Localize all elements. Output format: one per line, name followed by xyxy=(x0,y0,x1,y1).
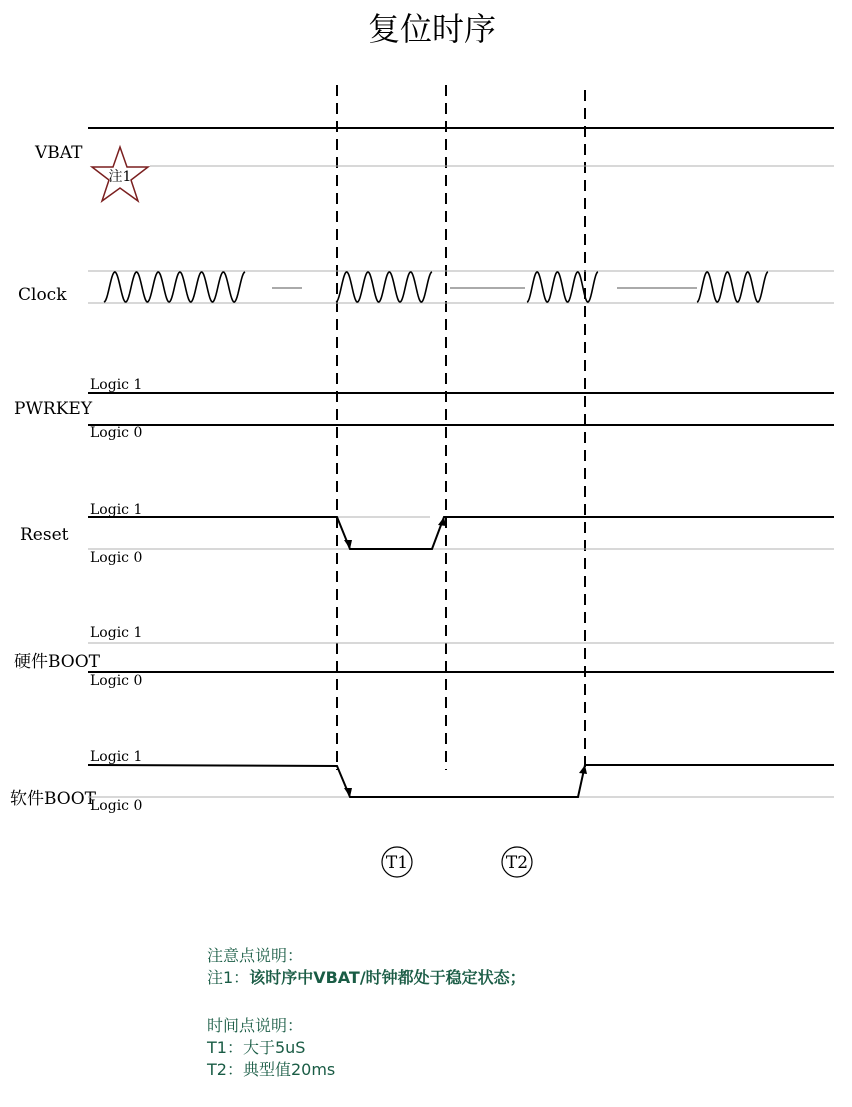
notes-section xyxy=(207,945,526,1081)
star-label: 注1 xyxy=(108,169,132,185)
interval-t1 xyxy=(382,847,412,877)
signal-vbat xyxy=(34,128,834,201)
time-markers xyxy=(337,85,585,770)
signal-sw-boot xyxy=(10,749,834,814)
signal-pwrkey xyxy=(14,377,834,441)
signal-label-clock: Clock xyxy=(18,285,67,305)
interval-t1-label: T1 xyxy=(385,853,409,873)
signal-hw-boot xyxy=(14,625,834,689)
signal-reset xyxy=(20,502,834,566)
swboot-waveform xyxy=(88,765,834,797)
hwboot-logic0-label: Logic 0 xyxy=(90,673,143,689)
diagram-title: 复位时序 xyxy=(367,10,497,48)
pwrkey-logic0-label: Logic 0 xyxy=(90,425,143,441)
note-1-text: 该时序中VBAT/时钟都处于稳定状态； xyxy=(249,968,526,987)
signal-label-pwrkey: PWRKEY xyxy=(14,399,93,419)
clock-wave-2 xyxy=(336,272,432,302)
clock-wave-1 xyxy=(104,272,245,302)
note-1-prefix: 注1： xyxy=(207,968,250,987)
clock-wave-4 xyxy=(697,272,768,302)
note-star-icon xyxy=(92,147,148,201)
timing-t1: T1：大于5uS xyxy=(207,1038,306,1057)
reset-rise-arrow xyxy=(438,517,446,526)
timing-t2: T2：典型值20ms xyxy=(207,1060,336,1079)
clock-wave-3 xyxy=(527,272,598,302)
signal-label-sw-boot: 软件BOOT xyxy=(10,789,97,809)
swboot-fall-arrow xyxy=(344,788,352,797)
pwrkey-logic1-label: Logic 1 xyxy=(90,377,143,393)
signal-label-hw-boot: 硬件BOOT xyxy=(14,652,101,672)
signal-label-vbat: VBAT xyxy=(35,143,83,163)
hwboot-logic1-label: Logic 1 xyxy=(90,625,143,641)
swboot-logic0-label: Logic 0 xyxy=(90,798,143,814)
swboot-logic1-label: Logic 1 xyxy=(90,749,143,765)
reset-fall-arrow xyxy=(344,540,352,549)
reset-waveform xyxy=(88,517,834,549)
signal-clock xyxy=(18,271,834,305)
reset-logic1-label: Logic 1 xyxy=(90,502,143,518)
interval-t2-label: T2 xyxy=(505,853,529,873)
interval-t2 xyxy=(502,847,532,877)
signal-label-reset: Reset xyxy=(20,525,69,545)
reset-logic0-label: Logic 0 xyxy=(90,550,143,566)
note-1 xyxy=(207,967,526,989)
notes-heading: 注意点说明： xyxy=(207,946,304,965)
timing-heading: 时间点说明： xyxy=(207,1016,304,1035)
